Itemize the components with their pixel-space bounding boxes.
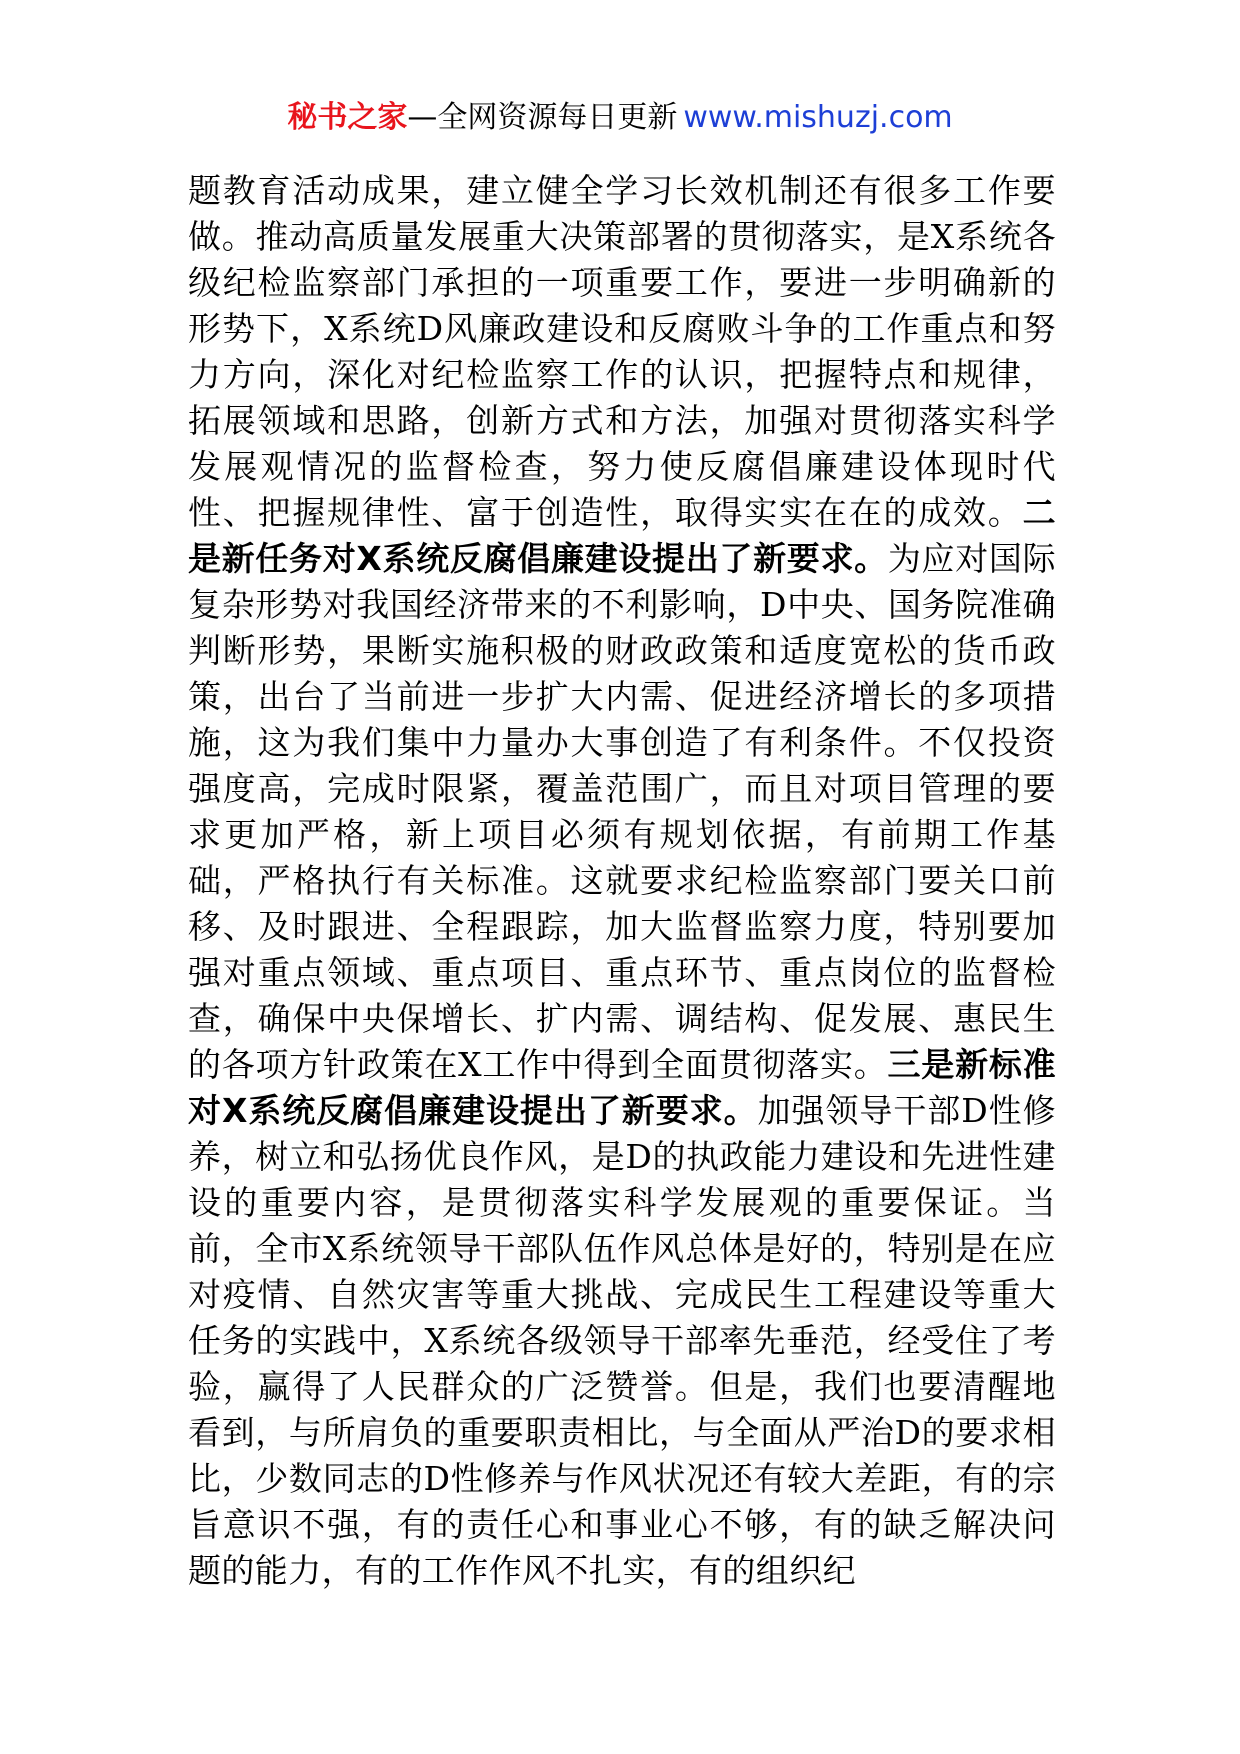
paragraph-3: 加强领导干部D性修养，树立和弘扬优良作风，是D的执政能力建设和先进性建设的重要内容，是贯彻落实科学发展观的重要保证。当前，全市X系统领导干部队伍作风总体是好的，特别是在应对疫情、自然灾害等重大挑战、完成民生工程建设等重大任务的实践中，X系统各级领导干部率先垂范，经受住了考验，赢得了人民群众的广泛赞誉。但是，我们也要清醒地看到，与所肩负的重要职责相比，与全面从严治D的要求相比，少数同志的D性修养与作风状况还有较大差距，有的宗旨意识不强，有的责任心和事业心不够，有的缺乏解决问题的能力，有的工作作风不扎实，有的组织纪 [188,1091,1057,1590]
site-tagline: —全网资源每日更新 [407,100,678,135]
site-header [0,98,1240,138]
paragraph-1: 题教育活动成果，建立健全学习长效机制还有很多工作要做。推动高质量发展重大决策部署的贯彻落实，是X系统各级纪检监察部门承担的一项重要工作，要进一步明确新的形势下，X系统D风廉政建设和反腐败斗争的工作重点和努力方向，深化对纪检监察工作的认识，把握特点和规律，拓展领域和思路，创新方式和方法，加强对贯彻落实科学发展观情况的监督检查，努力使反腐倡廉建设体现时代性、把握规律性、富于创造性，取得实实在在的成效。 [188,171,1056,532]
document-body [188,168,1056,1594]
paragraph-2: 为应对国际复杂形势对我国经济带来的不利影响，D中央、国务院准确判断形势，果断实施积极的财政政策和适度宽松的货币政策，出台了当前进一步扩大内需、促进经济增长的多项措施，这为我们集中力量办大事创造了有利条件。不仅投资强度高，完成时限紧，覆盖范围广，而且对项目管理的要求更加严格，新上项目必须有规划依据，有前期工作基础，严格执行有关标准。这就要求纪检监察部门要关口前移、及时跟进、全程跟踪，加大监督监察力度，特别要加强对重点领域、重点项目、重点环节、重点岗位的监督检查，确保中央保增长、扩内需、调结构、促发展、惠民生的各项方针政策在X工作中得到全面贯彻落实。 [188,539,1057,1084]
section-3-heading: 三是新标准对X系统反腐倡廉建设提出了新要求。 [188,1045,1057,1130]
body-text [188,168,1056,1594]
section-2-heading: 二是新任务对X系统反腐倡廉建设提出了新要求。 [188,493,1056,578]
site-url-link[interactable]: www.mishuzj.com [683,100,953,135]
site-brand: 秘书之家 [287,100,408,135]
